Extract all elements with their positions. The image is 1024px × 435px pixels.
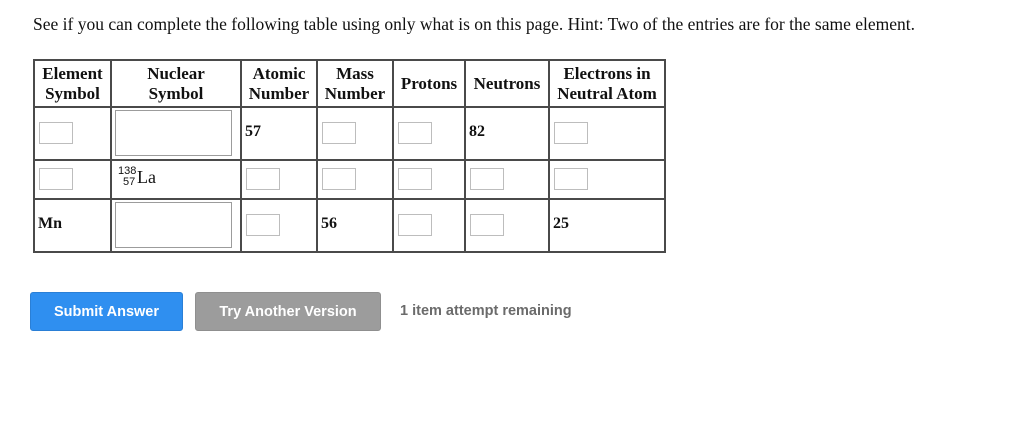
atomic-number-value: 57 xyxy=(245,123,261,140)
mass-number-value: 56 xyxy=(321,215,337,232)
cell-electrons xyxy=(549,199,665,252)
protons-input[interactable] xyxy=(398,122,432,144)
mass-number-input[interactable] xyxy=(322,168,356,190)
table-row xyxy=(34,199,665,252)
protons-input[interactable] xyxy=(398,214,432,236)
header-atomic-number: Atomic Number xyxy=(241,60,317,107)
header-mass-number: Mass Number xyxy=(317,60,393,107)
cell-neutrons xyxy=(465,160,549,199)
nuclear-mass-superscript: 138 xyxy=(118,165,137,177)
cell-protons xyxy=(393,107,465,160)
element-symbol-input[interactable] xyxy=(39,168,73,190)
cell-protons xyxy=(393,160,465,199)
element-symbol-value: Mn xyxy=(38,215,62,232)
cell-mass-number xyxy=(317,107,393,160)
cell-neutrons xyxy=(465,107,549,160)
nuclear-symbol-input[interactable] xyxy=(115,202,232,248)
electrons-input[interactable] xyxy=(554,122,588,144)
cell-atomic-number xyxy=(241,160,317,199)
cell-electrons xyxy=(549,160,665,199)
header-element-symbol: Element Symbol xyxy=(34,60,111,107)
electrons-input[interactable] xyxy=(554,168,588,190)
neutrons-input[interactable] xyxy=(470,214,504,236)
cell-element-symbol xyxy=(34,107,111,160)
element-table xyxy=(33,59,666,253)
header-electrons: Electrons in Neutral Atom xyxy=(549,60,665,107)
neutrons-input[interactable] xyxy=(470,168,504,190)
nuclear-element-symbol: La xyxy=(137,167,156,187)
cell-nuclear-symbol xyxy=(111,107,241,160)
cell-neutrons xyxy=(465,199,549,252)
atomic-number-input[interactable] xyxy=(246,168,280,190)
cell-protons xyxy=(393,199,465,252)
submit-answer-button[interactable]: Submit Answer xyxy=(30,292,183,331)
cell-electrons xyxy=(549,107,665,160)
nuclear-symbol-input[interactable] xyxy=(115,110,232,156)
header-neutrons: Neutrons xyxy=(465,60,549,107)
neutrons-value: 82 xyxy=(469,123,485,140)
cell-mass-number xyxy=(317,160,393,199)
cell-mass-number xyxy=(317,199,393,252)
attempts-remaining-text: 1 item attempt remaining xyxy=(400,303,572,319)
atomic-number-input[interactable] xyxy=(246,214,280,236)
nuclear-atomic-subscript: 57 xyxy=(123,176,136,188)
header-nuclear-symbol: Nuclear Symbol xyxy=(111,60,241,107)
table-row xyxy=(34,107,665,160)
table-row xyxy=(34,160,665,199)
cell-nuclear-symbol xyxy=(111,199,241,252)
cell-nuclear-symbol xyxy=(111,160,241,199)
header-protons: Protons xyxy=(393,60,465,107)
try-another-version-button[interactable]: Try Another Version xyxy=(195,292,381,331)
header-row xyxy=(34,60,665,107)
cell-atomic-number xyxy=(241,199,317,252)
nuclear-symbol-value xyxy=(112,161,240,198)
cell-element-symbol xyxy=(34,199,111,252)
protons-input[interactable] xyxy=(398,168,432,190)
mass-number-input[interactable] xyxy=(322,122,356,144)
cell-element-symbol xyxy=(34,160,111,199)
cell-atomic-number xyxy=(241,107,317,160)
instructions-text: See if you can complete the following table using only what is on this page. Hint: Two of the entries are for the same element. xyxy=(33,14,915,34)
element-symbol-input[interactable] xyxy=(39,122,73,144)
electrons-value: 25 xyxy=(553,215,569,232)
